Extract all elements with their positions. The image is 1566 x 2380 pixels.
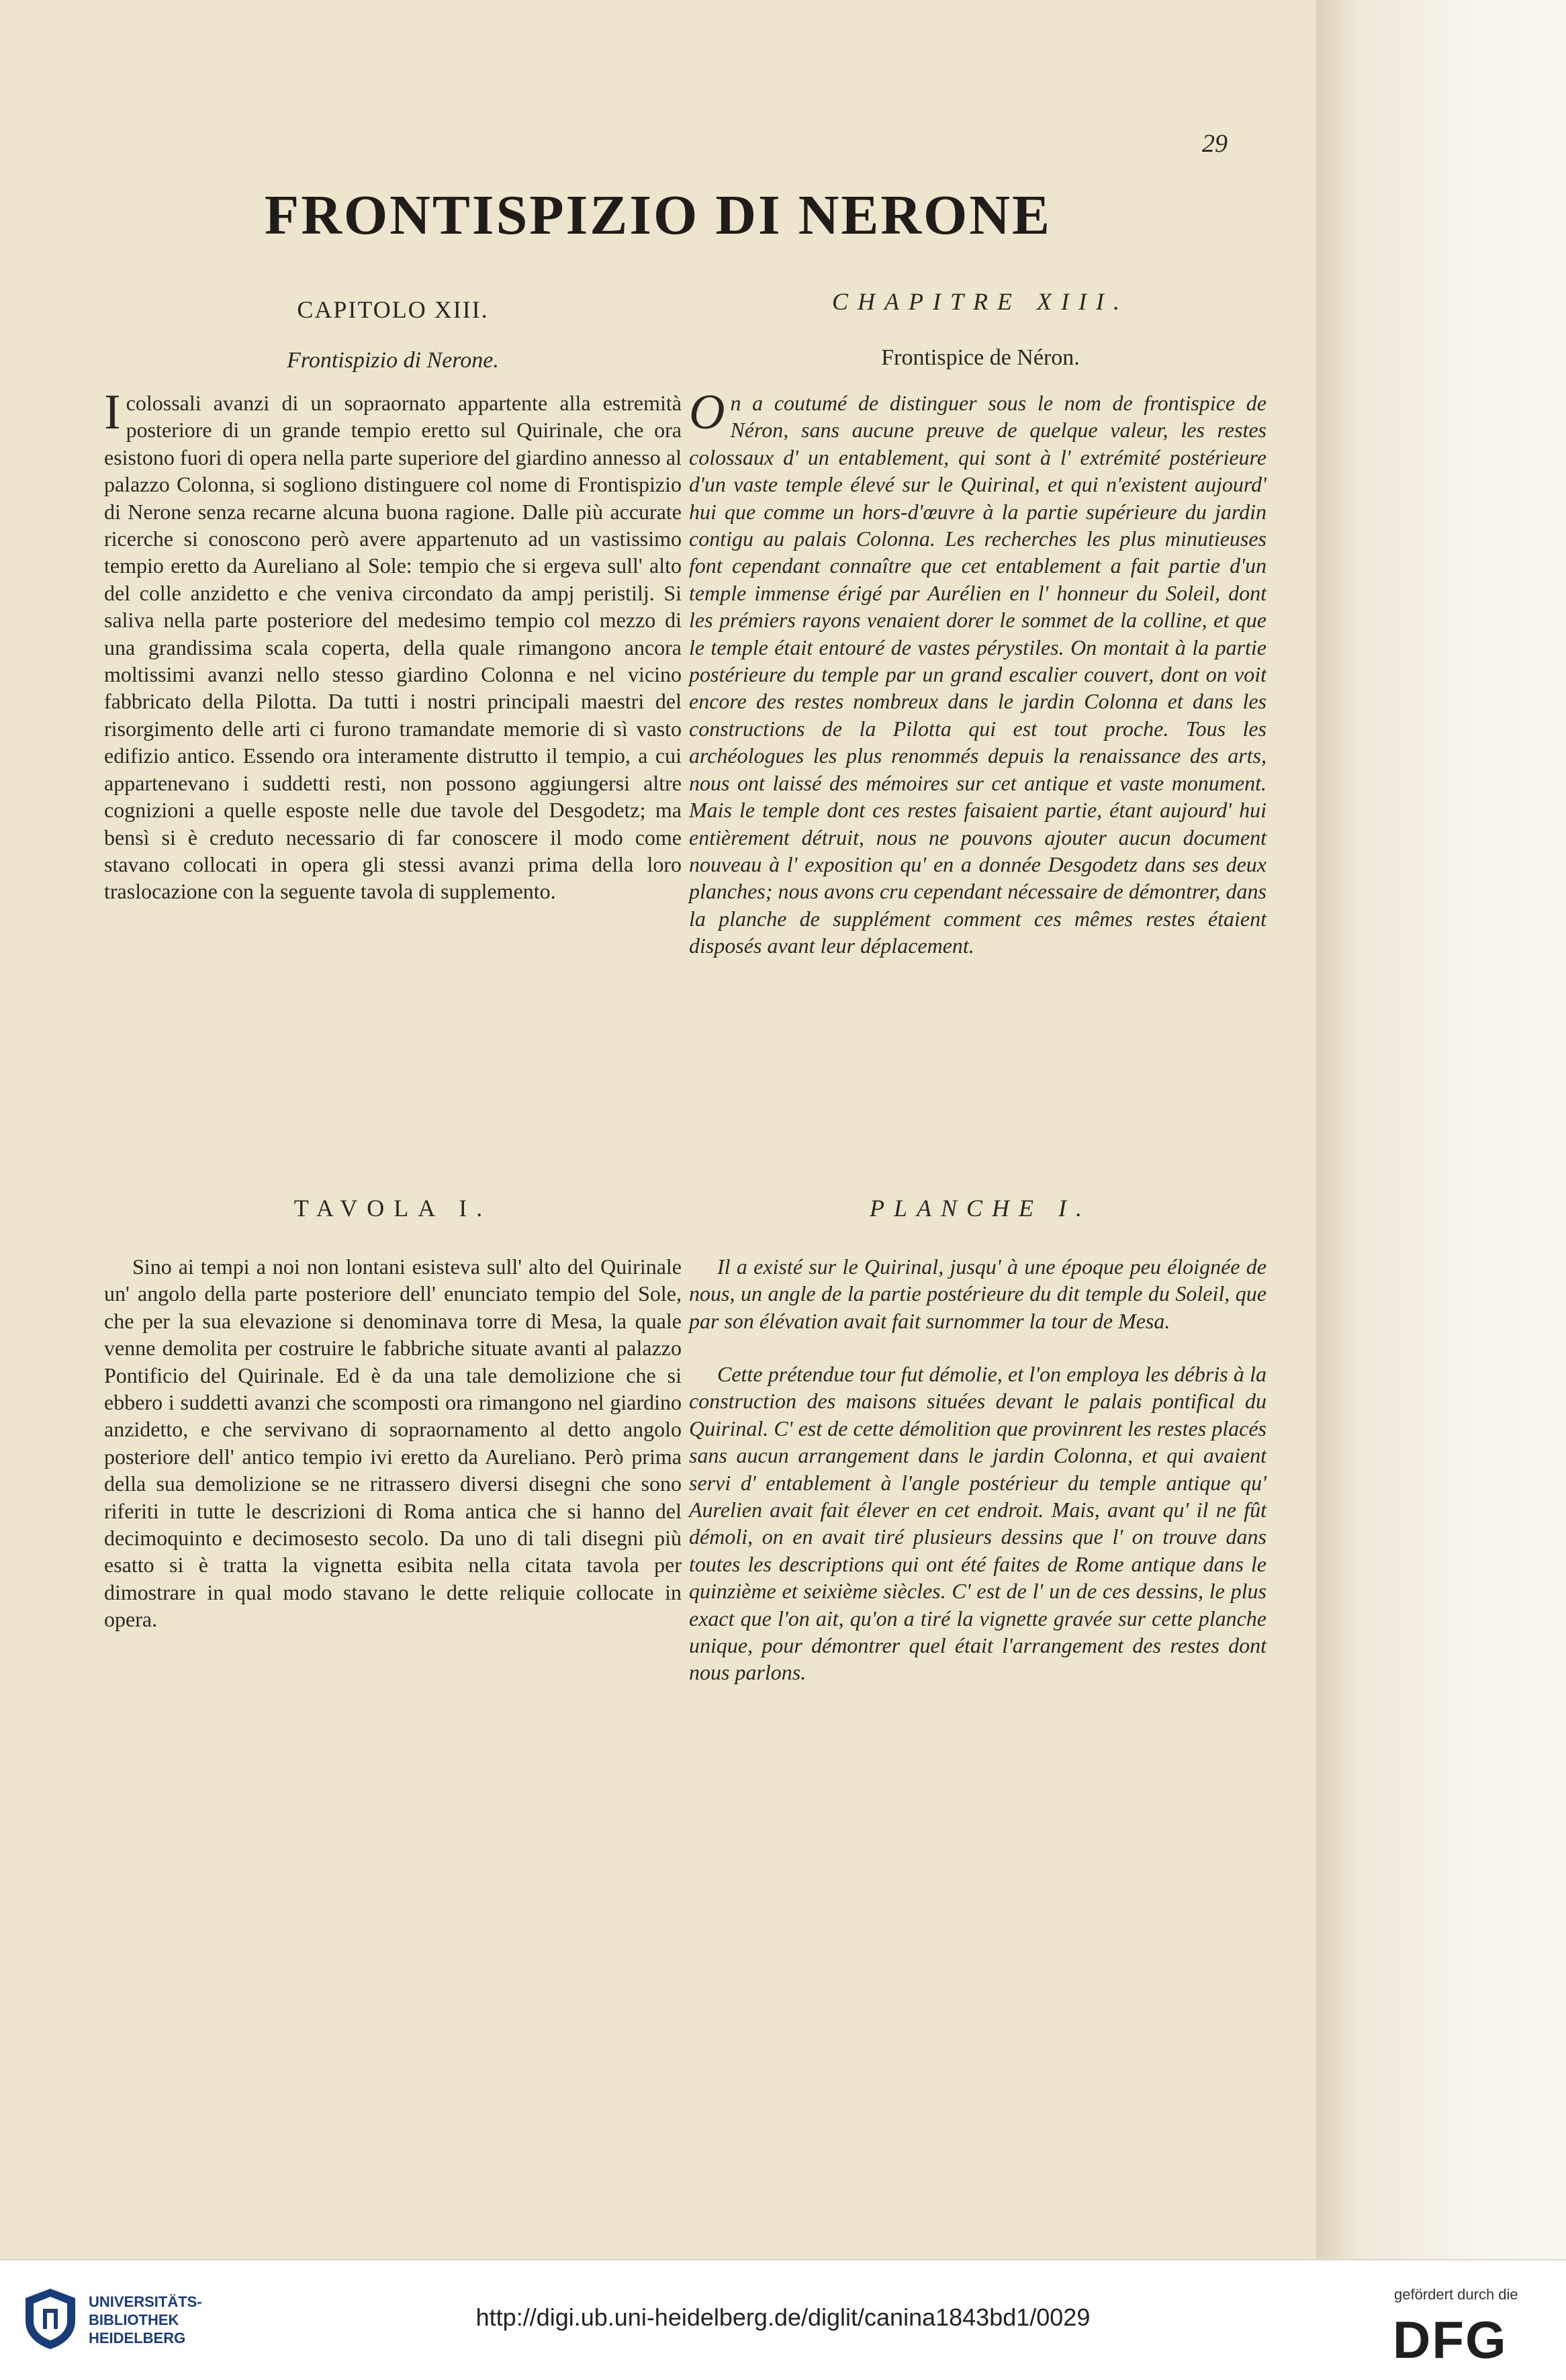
italian-chapter-heading: CAPITOLO XIII. xyxy=(297,296,489,323)
italian-intro-text: colossali avanzi di un sopraornato appartente alla estremità posteriore di un grande tempio eretto sul Quirinale, che ora esistono fuori di opera nella parte superiore del giardino annesso al palazzo Colonna, si sogliono distinguere col nome di Frontispizio di Nerone senza recarne alcuna buona ragione. Dalle più accurate ricerche si conoscono però avere appartenuto ad un vastissimo tempio eretto da Aureliano al Sole: tempio che si ergeva sull' alto del colle anzidetto e che veniva circondato da ampj peristilj. Si saliva nella parte posteriore del medesimo tempio col mezzo di una grandissima scala coperta, della quale rimangono ancora moltissimi avanzi nello stesso giardino Colonna e nel vicino fabbricato della Pilotta. Da tutti i nostri principali maestri del risorgimento delle arti ci furono tramandate memorie di sì vasto edifizio antico. Essendo ora interamente distrutto il tempio, a cui appartenevano i suddetti resti, non possono aggiungersi altre cognizioni a quelle esposte nelle due tavole del Desgodetz; ma bensì si è creduto necessario di far conoscere il modo come stavano collocati in opera gli stessi avanzi prima della loro traslocazione con la seguente tavola di supplemento. xyxy=(104,391,682,904)
french-drop-cap: O xyxy=(689,385,725,440)
permalink-url[interactable]: http://digi.ub.uni-heidelberg.de/diglit/canina1843bd1/0029 xyxy=(475,2303,1091,2331)
page-number: 29 xyxy=(1202,130,1228,158)
viewer-footer xyxy=(0,2259,1566,2380)
dfg-logo: DFG xyxy=(1393,2310,1508,2369)
italian-subtitle: Frontispizio di Nerone. xyxy=(287,348,499,373)
italian-drop-cap: I xyxy=(104,385,121,440)
italian-intro-paragraph xyxy=(104,385,682,905)
french-plate-heading: PLANCHE I. xyxy=(869,1195,1091,1222)
institution-line-1: UNIVERSITÄTS- xyxy=(89,2293,202,2310)
italian-plate-heading: TAVOLA I. xyxy=(293,1195,492,1222)
page-edge xyxy=(1316,0,1566,2259)
french-subtitle: Frontispice de Néron. xyxy=(881,345,1080,370)
french-intro-text: n a coutumé de distinguer sous le nom de frontispice de Néron, sans aucune preuve de quelque valeur, les restes colossaux d' un entablement, qui sont à l' extrémité postérieure d'un vaste temple élevé sur le Quirinal, et qui n'existent aujourd' hui que comme un hors-d'œuvre à la partie supérieure du jardin contigu au palais Colonna. Les recherches les plus minutieuses font cependant connaître que cet entablement a fait partie d'un temple immense érigé par Aurélien en l' honneur du Soleil, dont les prémiers rayons venaient dorer le sommet de la colline, et que le temple était entouré de vastes pérystiles. On montait à la partie postérieure du temple par un grand escalier couvert, dont on voit encore des restes nombreux dans le jardin Colonna et dans les constructions de la Pilotta qui est tout proche. Tous les archéologues les plus renommés depuis la renaissance des arts, nous ont laissé des mémoires sur cet antique et vaste monument. Mais le temple dont ces restes faisaient partie, étant aujourd' hui entièrement détruit, nous ne pouvons ajouter aucun document nouveau à l' exposition qu' en a donnée Desgodetz dans ses deux planches; nous avons cru cependant nécessaire de démontrer, dans la planche de supplément comment ces mêmes restes étaient disposés avant leur déplacement. xyxy=(689,391,1266,958)
french-intro-paragraph xyxy=(689,385,1266,960)
french-plate-paragraph-1: Il a existé sur le Quirinal, jusqu' à une époque peu éloignée de nous, un angle de la partie postérieure du dit temple du Soleil, que par son élévation avait fait surnommer la tour de Mesa. xyxy=(689,1254,1266,1333)
french-chapter-heading: CHAPITRE XIII. xyxy=(832,288,1129,315)
institution-line-2: BIBLIOTHEK xyxy=(89,2312,179,2328)
french-plate-paragraph-2: Cette prétendue tour fut démolie, et l'on employa les débris à la construction des maisons situées devant le palais pontifical du Quirinal. C' est de cette démolition que provinrent les restes placés sans aucun arrangement dans le jardin Colonna, et qui avaient servi d' entablement à l'angle postérieur du temple antique qu' Aurelien avait fait élever en cet endroit. Mais, avant qu' il ne fût démoli, on en avait tiré plusieurs dessins que l' on trouve dans toutes les descriptions qui ont été faites de Rome antique dans le quinzième et seixième siècles. C' est de l' un de ces dessins, le plus exact que l'on ait, qu'on a tiré la vignette gravée sur cette planche unique, pour démontrer quel était l'arrangement des restes dont nous parlons. xyxy=(689,1362,1266,1685)
funded-by-label: gefördert durch die xyxy=(1394,2286,1518,2303)
page-title: FRONTISPIZIO DI NERONE xyxy=(264,184,1052,246)
institution-line-3: HEIDELBERG xyxy=(89,2330,186,2346)
italian-plate-paragraph: Sino ai tempi a noi non lontani esisteva sull' alto del Quirinale un' angolo della parte posteriore dell' enunciato tempio del Sole, che per la sua elevazione si denominava torre di Mesa, la quale venne demolita per costruire le fabbriche situate avanti al palazzo Pontificio del Quirinale. Ed è da una tale demolizione che si ebbero i suddetti avanzi che scomposti ora rimangono nel giardino anzidetto, e che servivano di sopraornamento al detto angolo posteriore dell' antico tempio ivi eretto da Aureliano. Però prima della sua demolizione se ne ritrassero diversi disegni che sono riferiti in tutte le descrizioni di Roma antica che si hanno del decimoquinto e decimosesto secolo. Da uno di tali disegni più esatto si è tratta la vignetta esibita nella citata tavola per dimostrare in qual modo stavano le dette reliquie collocate in opera. xyxy=(104,1254,682,1632)
